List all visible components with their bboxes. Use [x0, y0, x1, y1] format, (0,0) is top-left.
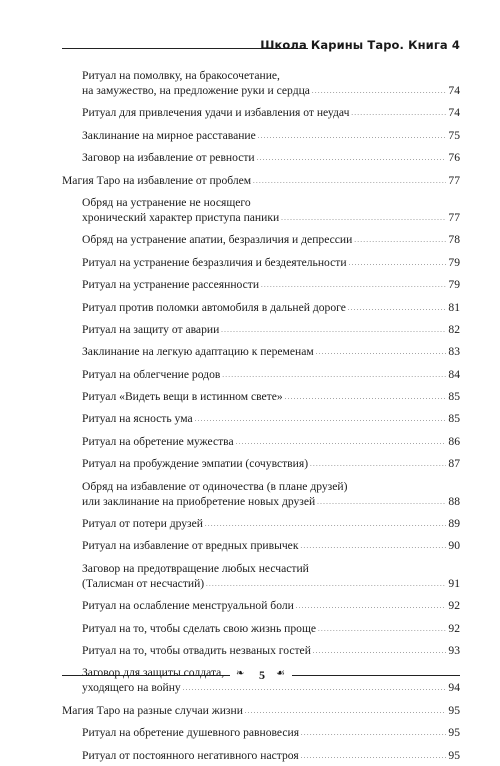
toc-entry-title: Ритуал на ослабление менструальной боли: [82, 599, 294, 613]
toc-entry-row: [82, 643, 460, 661]
toc-leader-dots: [349, 254, 447, 272]
toc-entry-title-line: Обряд на избавление от одиночества (в плане друзей): [82, 479, 348, 493]
toc-entry: [62, 277, 460, 295]
toc-leader-dots: [261, 276, 446, 294]
toc-page-number: 78: [448, 233, 460, 247]
toc-entry: [62, 411, 460, 429]
toc-entry-row: [82, 255, 460, 273]
toc-entry: [62, 643, 460, 661]
toc-entry-title: Ритуал «Видеть вещи в истинном свете»: [82, 390, 283, 404]
toc-entry-title: Ритуал на защиту от аварии: [82, 322, 220, 336]
toc-entry: [62, 598, 460, 616]
toc-entry: [62, 479, 460, 512]
toc-leader-dots: [253, 172, 446, 190]
toc-entry: [62, 434, 460, 452]
toc-entry: [62, 300, 460, 318]
toc-page-number: 79: [448, 278, 460, 292]
toc-entry: [62, 195, 460, 228]
toc-entry: [62, 344, 460, 362]
toc-entry-title: Ритуал на устранение безразличия и бездеятельности: [82, 255, 347, 269]
toc-leader-dots: [236, 433, 447, 451]
toc-leader-dots: [205, 515, 446, 533]
toc-entry-row: [82, 576, 460, 594]
toc-leader-dots: [281, 209, 446, 227]
toc-page-number: 93: [448, 643, 460, 657]
toc-entry-title: Магия Таро на избавление от проблем: [62, 173, 252, 187]
toc-page-number: 84: [448, 367, 460, 381]
toc-entry: [62, 322, 460, 340]
toc-leader-dots: [222, 366, 446, 384]
footer-rule-left: [62, 675, 230, 676]
toc-entry-title: или заклинание на приобретение новых друзей: [82, 494, 316, 508]
toc-entry-title: Ритуал на пробуждение эмпатии (сочувствия): [82, 457, 309, 471]
toc-leader-dots: [258, 127, 447, 145]
toc-entry-row: [82, 389, 460, 407]
toc-leader-dots: [221, 321, 446, 339]
toc-leader-dots: [354, 231, 446, 249]
toc-page-number: 94: [448, 681, 460, 695]
toc-entry-title: Ритуал на устранение рассеянности: [82, 278, 260, 292]
toc-entry-row: [82, 516, 460, 534]
toc-page-number: 77: [448, 210, 460, 224]
toc-leader-dots: [245, 702, 447, 720]
toc-page-number: 90: [448, 539, 460, 553]
toc-page-number: 81: [448, 300, 460, 314]
toc-leader-dots: [285, 388, 447, 406]
toc-entry-row: [82, 598, 460, 616]
toc-page-number: 74: [448, 106, 460, 120]
toc-page-number: 86: [448, 434, 460, 448]
toc-entry-title-line: Ритуал на помолвку, на бракосочетание,: [82, 69, 280, 82]
toc-entry: [62, 255, 460, 273]
toc-entry: [62, 389, 460, 407]
toc-entry-row: [82, 538, 460, 556]
toc-leader-dots: [310, 455, 446, 473]
toc-leader-dots: [318, 620, 446, 638]
toc-page-number: 95: [448, 748, 460, 762]
toc-entry: [62, 232, 460, 250]
toc-entry-title: Ритуал для привлечения удачи и избавления от неудач: [82, 106, 350, 120]
toc-entry-title: на замужество, на предложение руки и сердца: [82, 84, 310, 97]
toc-entry-title: Обряд на устранение апатии, безразличия и депрессии: [82, 233, 353, 247]
toc-entry-title-line: Обряд на устранение не носящего: [82, 195, 251, 209]
toc-section: [62, 173, 460, 191]
toc-entry-title: Ритуал против поломки автомобиля в дальней дороге: [82, 300, 346, 314]
toc-entry-title: Заклинание на мирное расставание: [82, 128, 256, 142]
footer-rule-right: [292, 675, 460, 676]
toc-page-number: 79: [448, 255, 460, 269]
toc-page-number: 76: [448, 151, 460, 165]
toc-entry-title: Ритуал на то, чтобы сделать свою жизнь проще: [82, 621, 317, 635]
toc-leader-dots: [183, 679, 447, 697]
toc-entry: [62, 748, 460, 766]
toc-entry-title: Ритуал на избавление от вредных привычек: [82, 539, 299, 553]
toc-entry-row: [82, 300, 460, 318]
toc-entry-row: [82, 748, 460, 766]
table-of-contents: [62, 68, 460, 766]
running-header-title: Школа Карины Таро. Книга 4: [260, 38, 460, 52]
toc-leader-dots: [300, 537, 446, 555]
footer-ornament-right-icon: ☙: [276, 668, 285, 679]
toc-page-number: 85: [448, 412, 460, 426]
toc-entry: [62, 516, 460, 534]
toc-entry: [62, 538, 460, 556]
toc-leader-dots: [313, 642, 447, 660]
toc-entry-row: [82, 725, 460, 743]
toc-page-number: 87: [448, 457, 460, 471]
toc-entry-title: Магия Таро на разные случаи жизни: [62, 703, 243, 717]
toc-entry: [62, 105, 460, 123]
toc-entry: [62, 725, 460, 743]
running-header: [62, 38, 460, 56]
toc-leader-dots: [257, 149, 447, 167]
toc-entry-row: [82, 210, 460, 228]
toc-entry-title-line: Заговор на предотвращение любых несчастий: [82, 561, 309, 575]
toc-entry-row: [82, 105, 460, 123]
toc-entry-title: хронический характер приступа паники: [82, 210, 280, 224]
toc-entry-title: Заговор на избавление от ревности: [82, 151, 255, 165]
toc-entry-title: Ритуал от постоянного негативного настроя: [82, 748, 299, 762]
toc-page-number: 92: [448, 621, 460, 635]
toc-entry-row: [82, 344, 460, 362]
toc-entry-title: уходящего на войну: [82, 681, 181, 695]
toc-page-number: 92: [448, 599, 460, 613]
page-footer: [62, 668, 460, 682]
toc-entry-title: Ритуал на обретение душевного равновесия: [82, 726, 300, 740]
toc-entry: [62, 621, 460, 639]
toc-entry: [62, 68, 460, 101]
toc-entry-title: Ритуал на то, чтобы отвадить незваных гостей: [82, 643, 311, 657]
toc-leader-dots: [351, 104, 446, 122]
toc-leader-dots: [317, 493, 446, 511]
toc-page-number: 85: [448, 390, 460, 404]
toc-entry-title: Ритуал на ясность ума: [82, 412, 193, 426]
toc-entry-title-line: Заговор для защиты солдата,: [82, 666, 225, 680]
toc-entry-row: [82, 83, 460, 101]
toc-page-number: 75: [448, 128, 460, 142]
toc-leader-dots: [296, 597, 447, 615]
toc-entry-row: [82, 494, 460, 512]
toc-leader-dots: [316, 343, 447, 361]
toc-page-number: 77: [448, 173, 460, 187]
toc-entry-title: Ритуал на обретение мужества: [82, 434, 234, 448]
toc-entry-row: [82, 232, 460, 250]
toc-leader-dots: [301, 747, 447, 765]
toc-entry-row: [62, 173, 460, 191]
toc-entry-row: [82, 411, 460, 429]
footer-ornament-left-icon: ❧: [236, 668, 245, 679]
toc-entry: [62, 456, 460, 474]
toc-leader-dots: [312, 82, 446, 100]
toc-entry: [62, 561, 460, 594]
toc-entry-row: [82, 680, 460, 698]
toc-page-number: 82: [448, 322, 460, 336]
toc-page-number: 88: [448, 494, 460, 508]
toc-page-number: 95: [448, 726, 460, 740]
toc-entry-row: [82, 277, 460, 295]
toc-entry-title: Заклинание на легкую адаптацию к переменам: [82, 345, 314, 359]
toc-page-number: 95: [448, 703, 460, 717]
toc-entry-row: [82, 128, 460, 146]
toc-entry: [62, 128, 460, 146]
toc-entry-row: [82, 456, 460, 474]
toc-entry: [62, 367, 460, 385]
toc-leader-dots: [206, 575, 446, 593]
toc-entry: [62, 150, 460, 168]
toc-page-number: 74: [448, 84, 460, 97]
toc-leader-dots: [301, 724, 446, 742]
page-number: 5: [259, 668, 265, 682]
toc-entry-row: [82, 322, 460, 340]
toc-entry-row: [82, 367, 460, 385]
toc-entry-title: Ритуал от потери друзей: [82, 517, 203, 531]
toc-entry-title: Ритуал на облегчение родов: [82, 367, 221, 381]
toc-entry-row: [82, 621, 460, 639]
toc-leader-dots: [195, 410, 447, 428]
toc-entry-row: [82, 434, 460, 452]
toc-leader-dots: [348, 299, 447, 317]
toc-page-number: 91: [448, 576, 460, 590]
toc-page-number: 83: [448, 345, 460, 359]
toc-entry-title: (Талисман от несчастий): [82, 576, 205, 590]
toc-page-number: 89: [448, 517, 460, 531]
toc-entry-row: [82, 150, 460, 168]
